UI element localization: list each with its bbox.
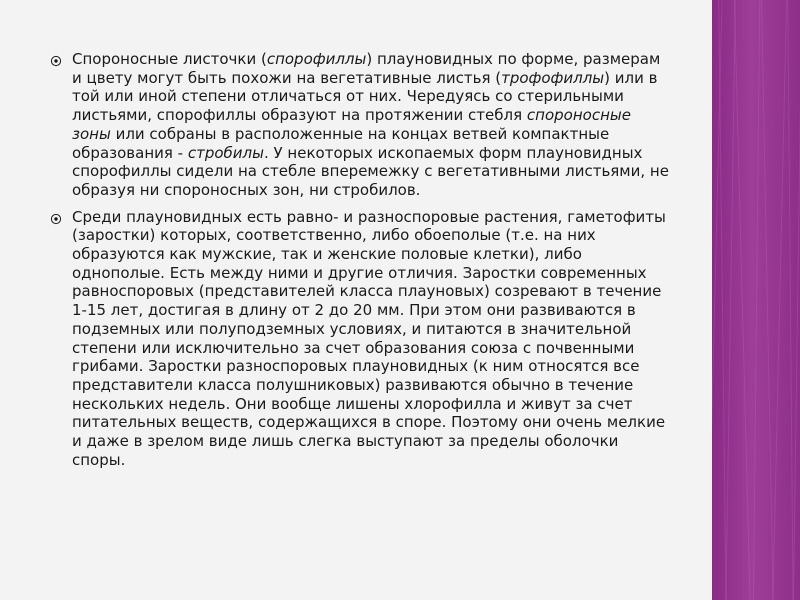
- bullet-item-sporophylls: [50, 50, 670, 200]
- italic-term: трофофиллы: [501, 68, 605, 87]
- decorative-sidebar: [712, 0, 800, 600]
- circled-dot-icon: [50, 50, 72, 70]
- paragraph-text: Спороносные листочки (спорофиллы) плауновидных по форме, размерам и цвету могут быть похожи на вегетативные листья (трофофиллы) или в той или иной степени отличаться от них. Чередуясь со стерильными листьями, спорофиллы образуют на протяжении стебля спороносные зоны или собраны в расположенные на концах ветвей компактные образования - стробилы. У некоторых ископаемых форм плауновидных спорофиллы сидели на стебле вперемежку с вегетативными листьями, не образуя ни спороносных зон, ни стробилов.: [72, 50, 669, 199]
- slide-content: [50, 50, 670, 477]
- italic-term: спороносные зоны: [72, 106, 631, 143]
- circled-dot-icon: [50, 208, 72, 228]
- paragraph-text: Среди плауновидных есть равно- и разноспоровые растения, гаметофиты (заростки) которых, соответственно, либо обоеполые (т.е. на них образуются как мужские, так и женские половые клетки), либо однополые. Есть между ними и другие отличия. Заростки современных равноспоровых (представителей класса плауновых) созревают в течение 1-15 лет, достигая в длину от 2 до 20 мм. При этом они развиваются в подземных или полуподземных условиях, и питаются в значительной степени или исключительно за счет образования союза с почвенными грибами. Заростки разноспоровых плауновидных (к ним относятся все представители класса полушниковых) развиваются обычно в течение нескольких недель. Они вообще лишены хлорофилла и живут за счет питательных веществ, содержащихся в споре. Поэтому они очень мелкие и даже в зрелом виде лишь слегка выступают за пределы оболочки споры.: [72, 207, 666, 469]
- italic-term: спорофиллы: [266, 50, 367, 68]
- bullet-item-gametophytes: [50, 208, 670, 470]
- italic-term: стробилы: [187, 143, 264, 162]
